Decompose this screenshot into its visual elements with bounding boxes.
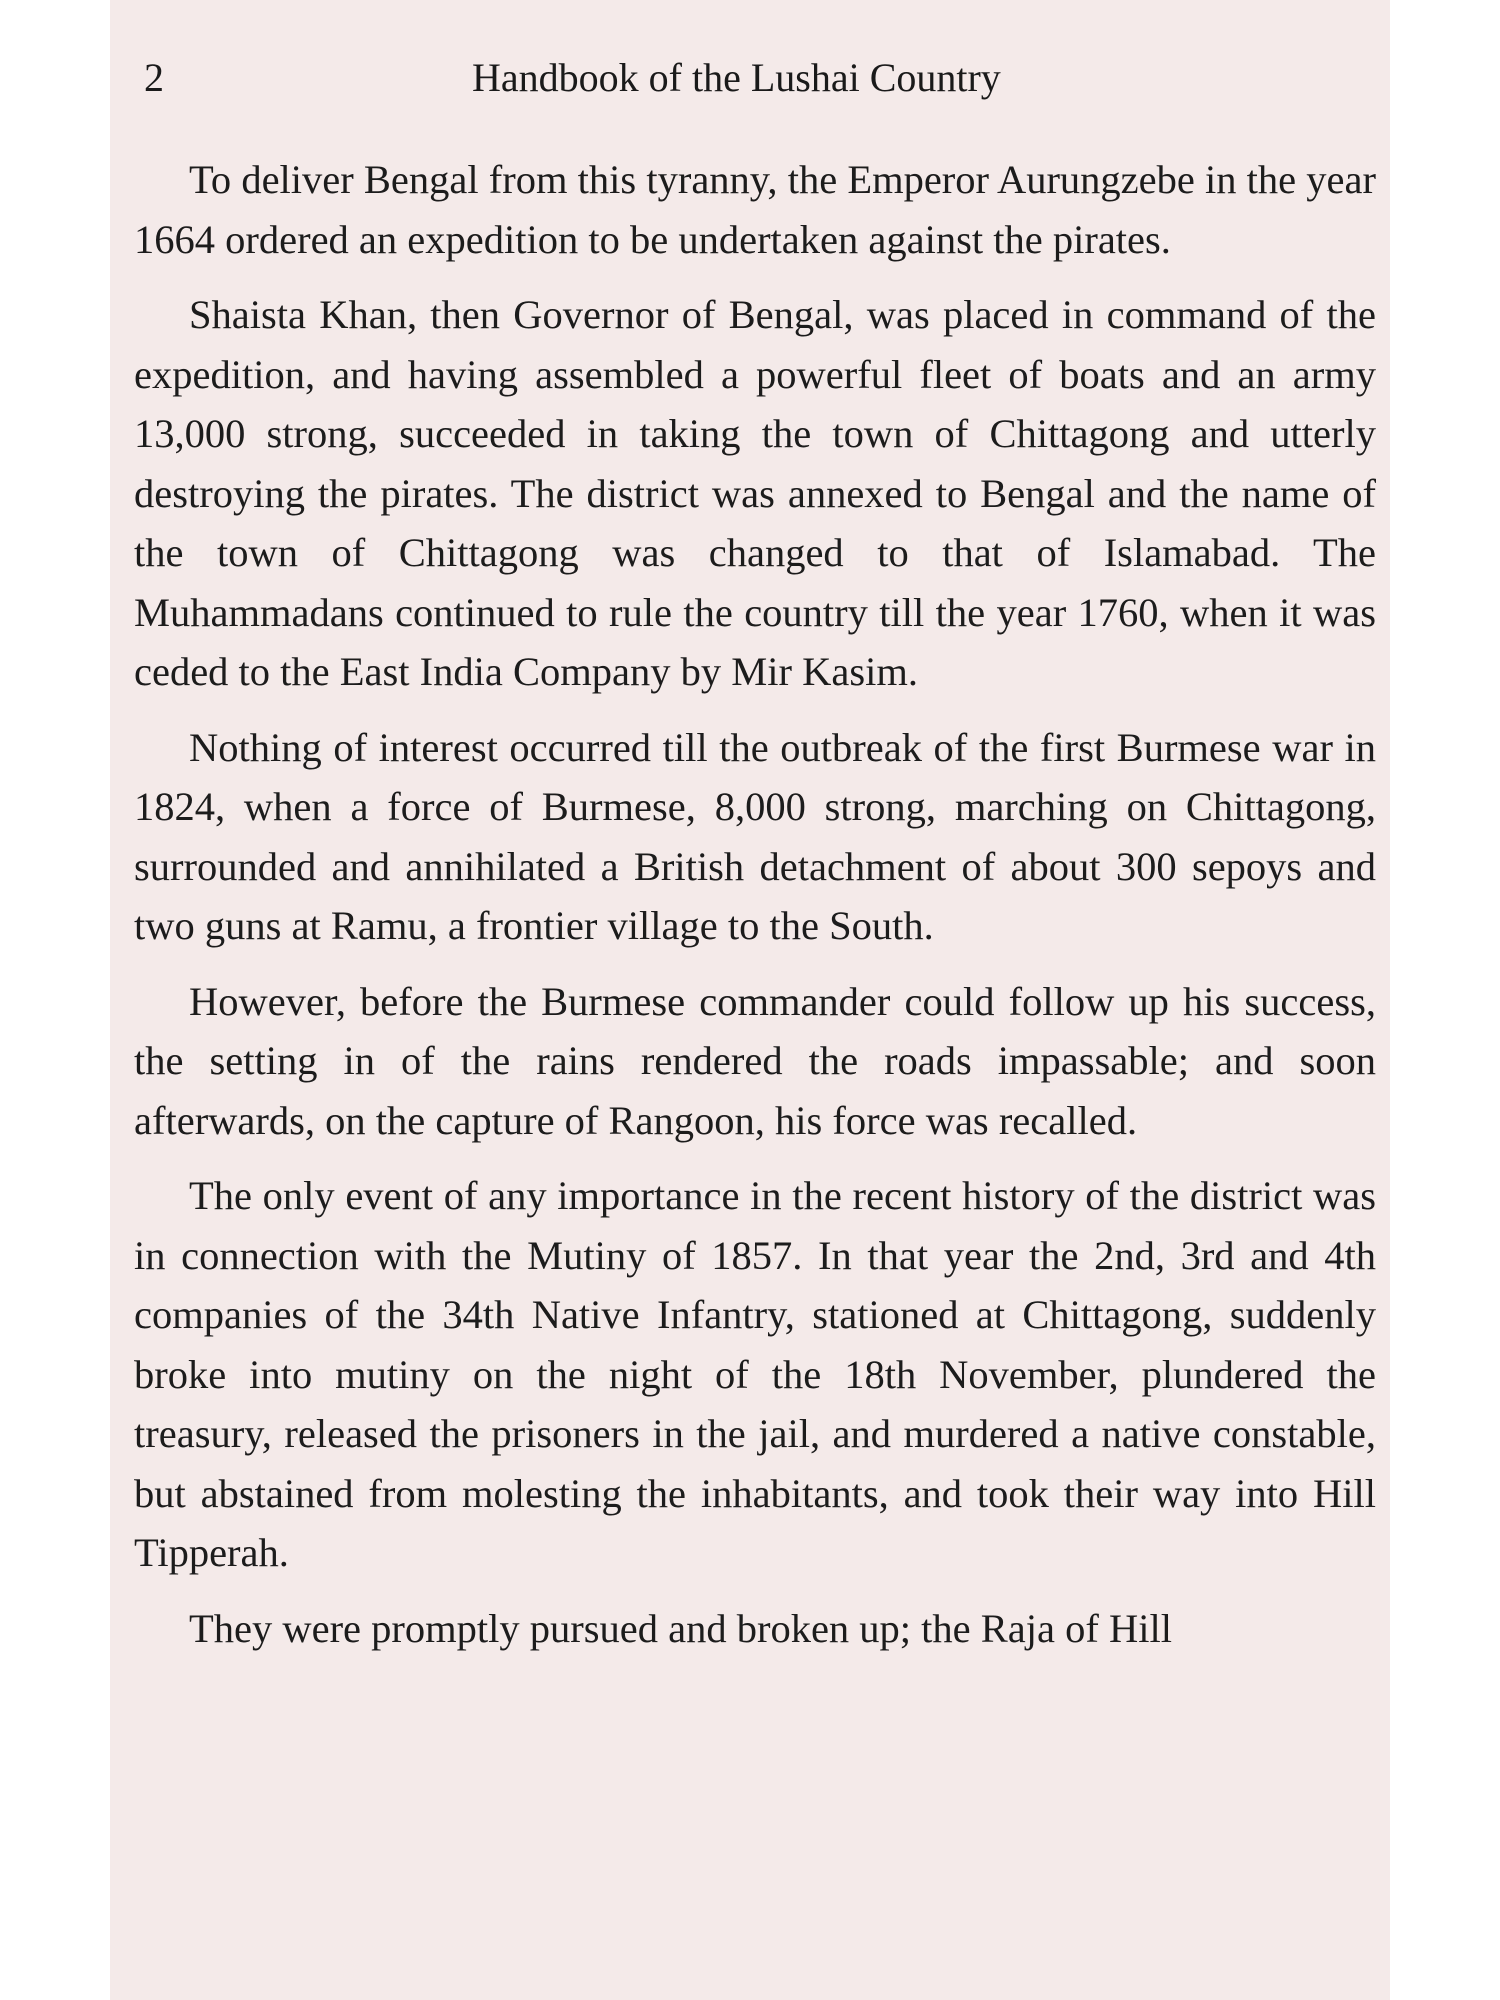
book-page: [110, 0, 1390, 2000]
page-header: [110, 48, 1390, 108]
paragraph-shaista-khan: Shaista Khan, then Governor of Bengal, was placed in command of the expedition, and having assembled a powerful fleet of boats and an army 13,000 strong, succeeded in taking the town of Chittagong and utterly destroying the pirates. The district was annexed to Bengal and the name of the town of Chittagong was changed to that of Islamabad. The Muhammadans continued to rule the country till the year 1760, when it was ceded to the East India Company by Mir Kasim.: [134, 292, 1376, 694]
paragraph-rains: However, before the Burmese commander could follow up his success, the setting in of the rains rendered the roads impassable; and soon afterwards, on the capture of Rangoon, his force was recalled.: [134, 978, 1376, 1143]
paragraph-aurungzebe: To deliver Bengal from this tyranny, the Emperor Aurungzebe in the year 1664 ordered an expedition to be undertaken against the pirates.: [134, 157, 1376, 262]
running-title: Handbook of the Lushai Country: [472, 55, 1001, 100]
page-number: 2: [144, 55, 164, 100]
paragraph-mutiny: The only event of any importance in the recent history of the district was in connection with the Mutiny of 1857. In that year the 2nd, 3rd and 4th companies of the 34th Native Infantry, stationed at Chittagong, suddenly broke into mutiny on the night of the 18th November, plundered the treasury, released the prisoners in the jail, and murdered a native constable, but abstained from molesting the inhabitants, and took their way into Hill Tipperah.: [134, 1173, 1376, 1575]
paragraph-pursued: They were promptly pursued and broken up; the Raja of Hill: [189, 1605, 1172, 1651]
page-body: [134, 150, 1376, 1674]
paragraph-burmese-war: Nothing of interest occurred till the outbreak of the first Burmese war in 1824, when a force of Burmese, 8,000 strong, marching on Chittagong, surrounded and annihilated a British detachment of about 300 sepoys and two guns at Ramu, a frontier village to the South.: [134, 724, 1376, 948]
